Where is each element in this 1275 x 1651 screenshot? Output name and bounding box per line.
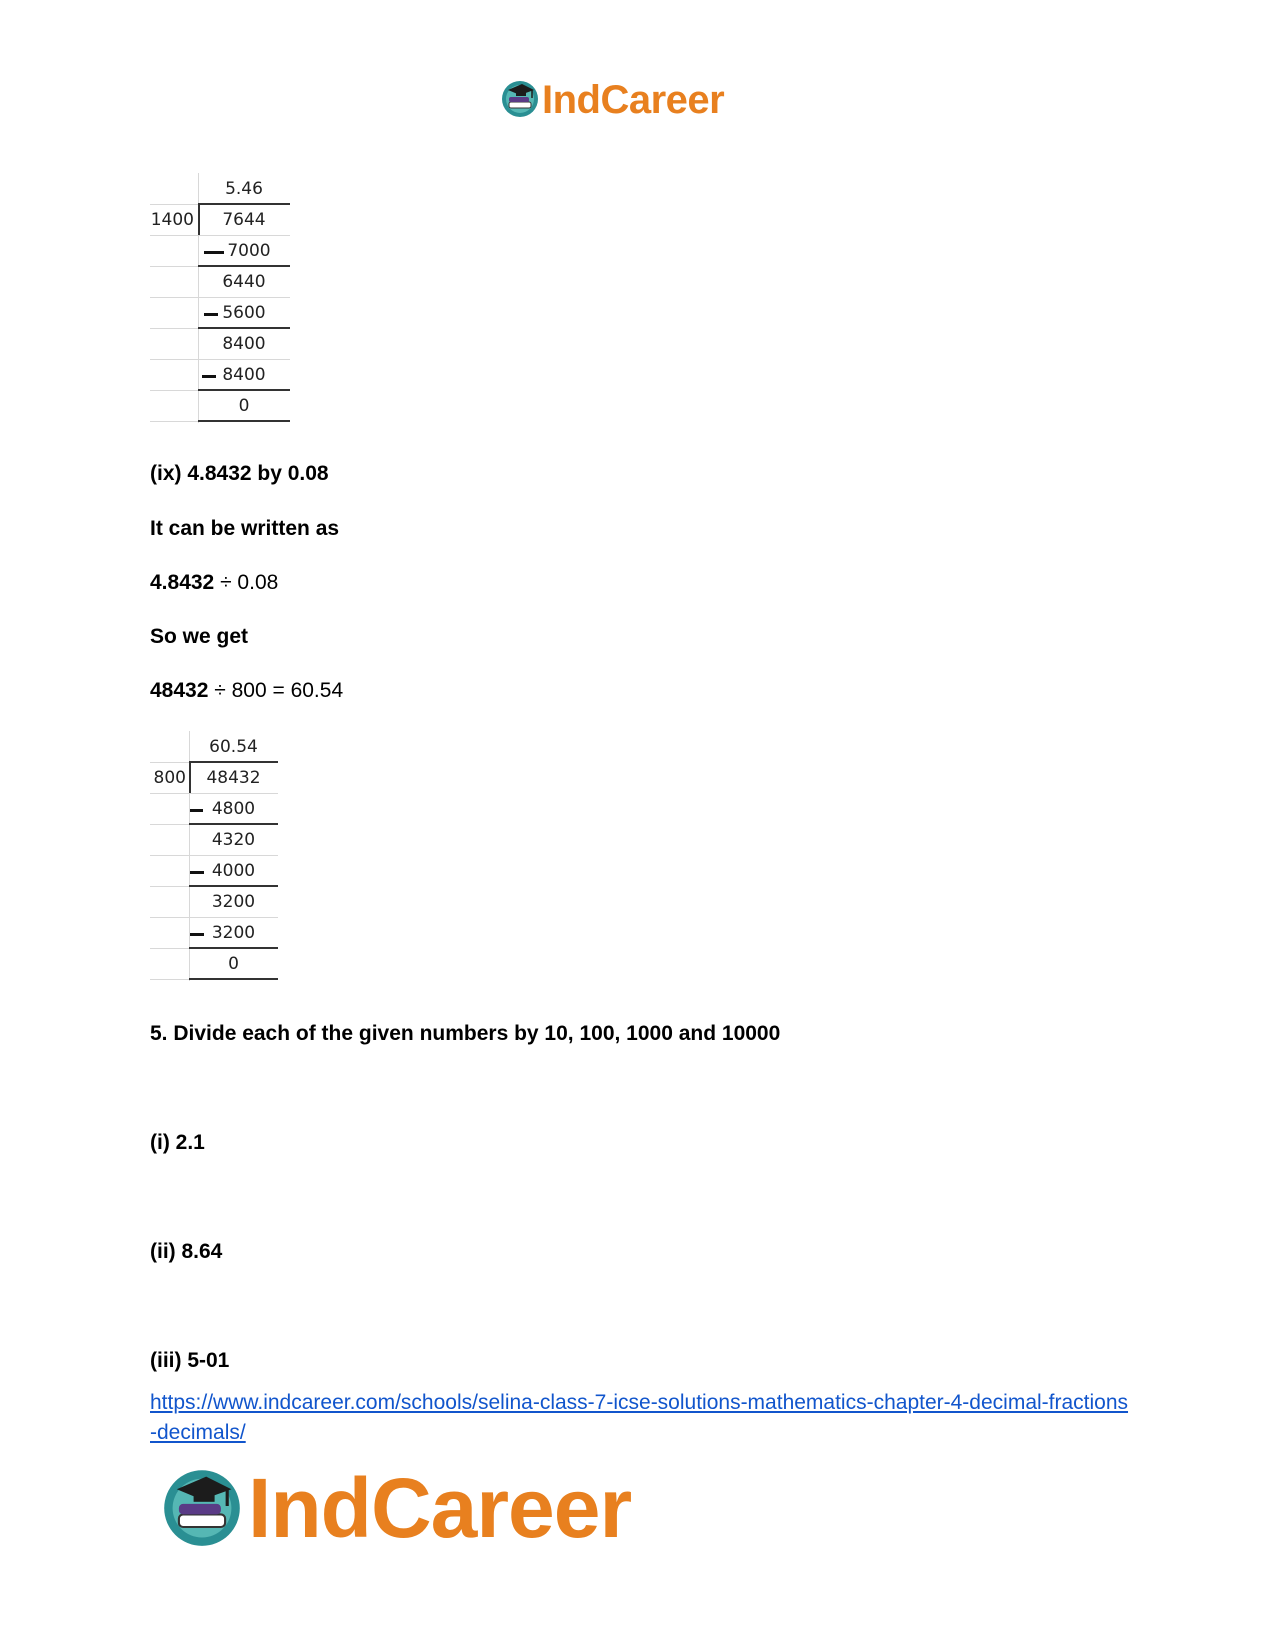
remainder-row: 3200 xyxy=(211,892,256,912)
question-5-item-ii: (ii) 8.64 xyxy=(150,1240,223,1263)
footer-logo xyxy=(160,1460,631,1557)
remainder-row: 4320 xyxy=(211,830,256,850)
subtract-row: 4800 xyxy=(211,799,256,819)
quotient: 5.46 xyxy=(225,179,263,199)
remainder-row: 8400 xyxy=(222,334,266,354)
logo-text: IndCareer xyxy=(542,78,725,122)
graduation-cap-book-globe-icon xyxy=(160,1464,244,1553)
question-5-item-iii: (iii) 5-01 xyxy=(150,1349,230,1372)
remainder-row: 6440 xyxy=(222,272,266,292)
question-5-heading: 5. Divide each of the given numbers by 10, 100, 1000 and 10000 xyxy=(150,1022,781,1045)
header-logo xyxy=(500,78,724,123)
long-division-2 xyxy=(150,731,278,981)
subtract-row: 4000 xyxy=(211,861,256,881)
written-as-text: It can be written as xyxy=(150,517,340,540)
expression: 4.8432 ÷ 0.08 xyxy=(150,571,279,594)
so-we-get-text: So we get xyxy=(150,625,249,648)
question-ix-heading: (ix) 4.8432 by 0.08 xyxy=(150,462,329,485)
source-url-link[interactable]: https://www.indcareer.com/schools/selina-class-7-icse-solutions-mathematics-chapter-4-decimal-fractions-decimals/ xyxy=(150,1391,1129,1444)
graduation-cap-book-globe-icon xyxy=(500,78,540,123)
subtract-row: 7000 xyxy=(227,241,271,261)
quotient: 60.54 xyxy=(209,737,258,757)
subtract-row: 5600 xyxy=(222,303,266,323)
result-expression: 48432 ÷ 800 = 60.54 xyxy=(150,679,344,702)
subtract-row: 8400 xyxy=(222,365,266,385)
logo-text: IndCareer xyxy=(248,1461,632,1555)
dividend: 48432 xyxy=(206,768,261,788)
divisor: 1400 xyxy=(150,210,194,230)
final-remainder: 0 xyxy=(238,396,250,416)
dividend: 7644 xyxy=(222,210,266,230)
subtract-row: 3200 xyxy=(211,923,256,943)
long-division-1 xyxy=(150,173,290,423)
divisor: 800 xyxy=(153,768,186,788)
final-remainder: 0 xyxy=(228,954,239,974)
question-5-item-i: (i) 2.1 xyxy=(150,1131,205,1154)
